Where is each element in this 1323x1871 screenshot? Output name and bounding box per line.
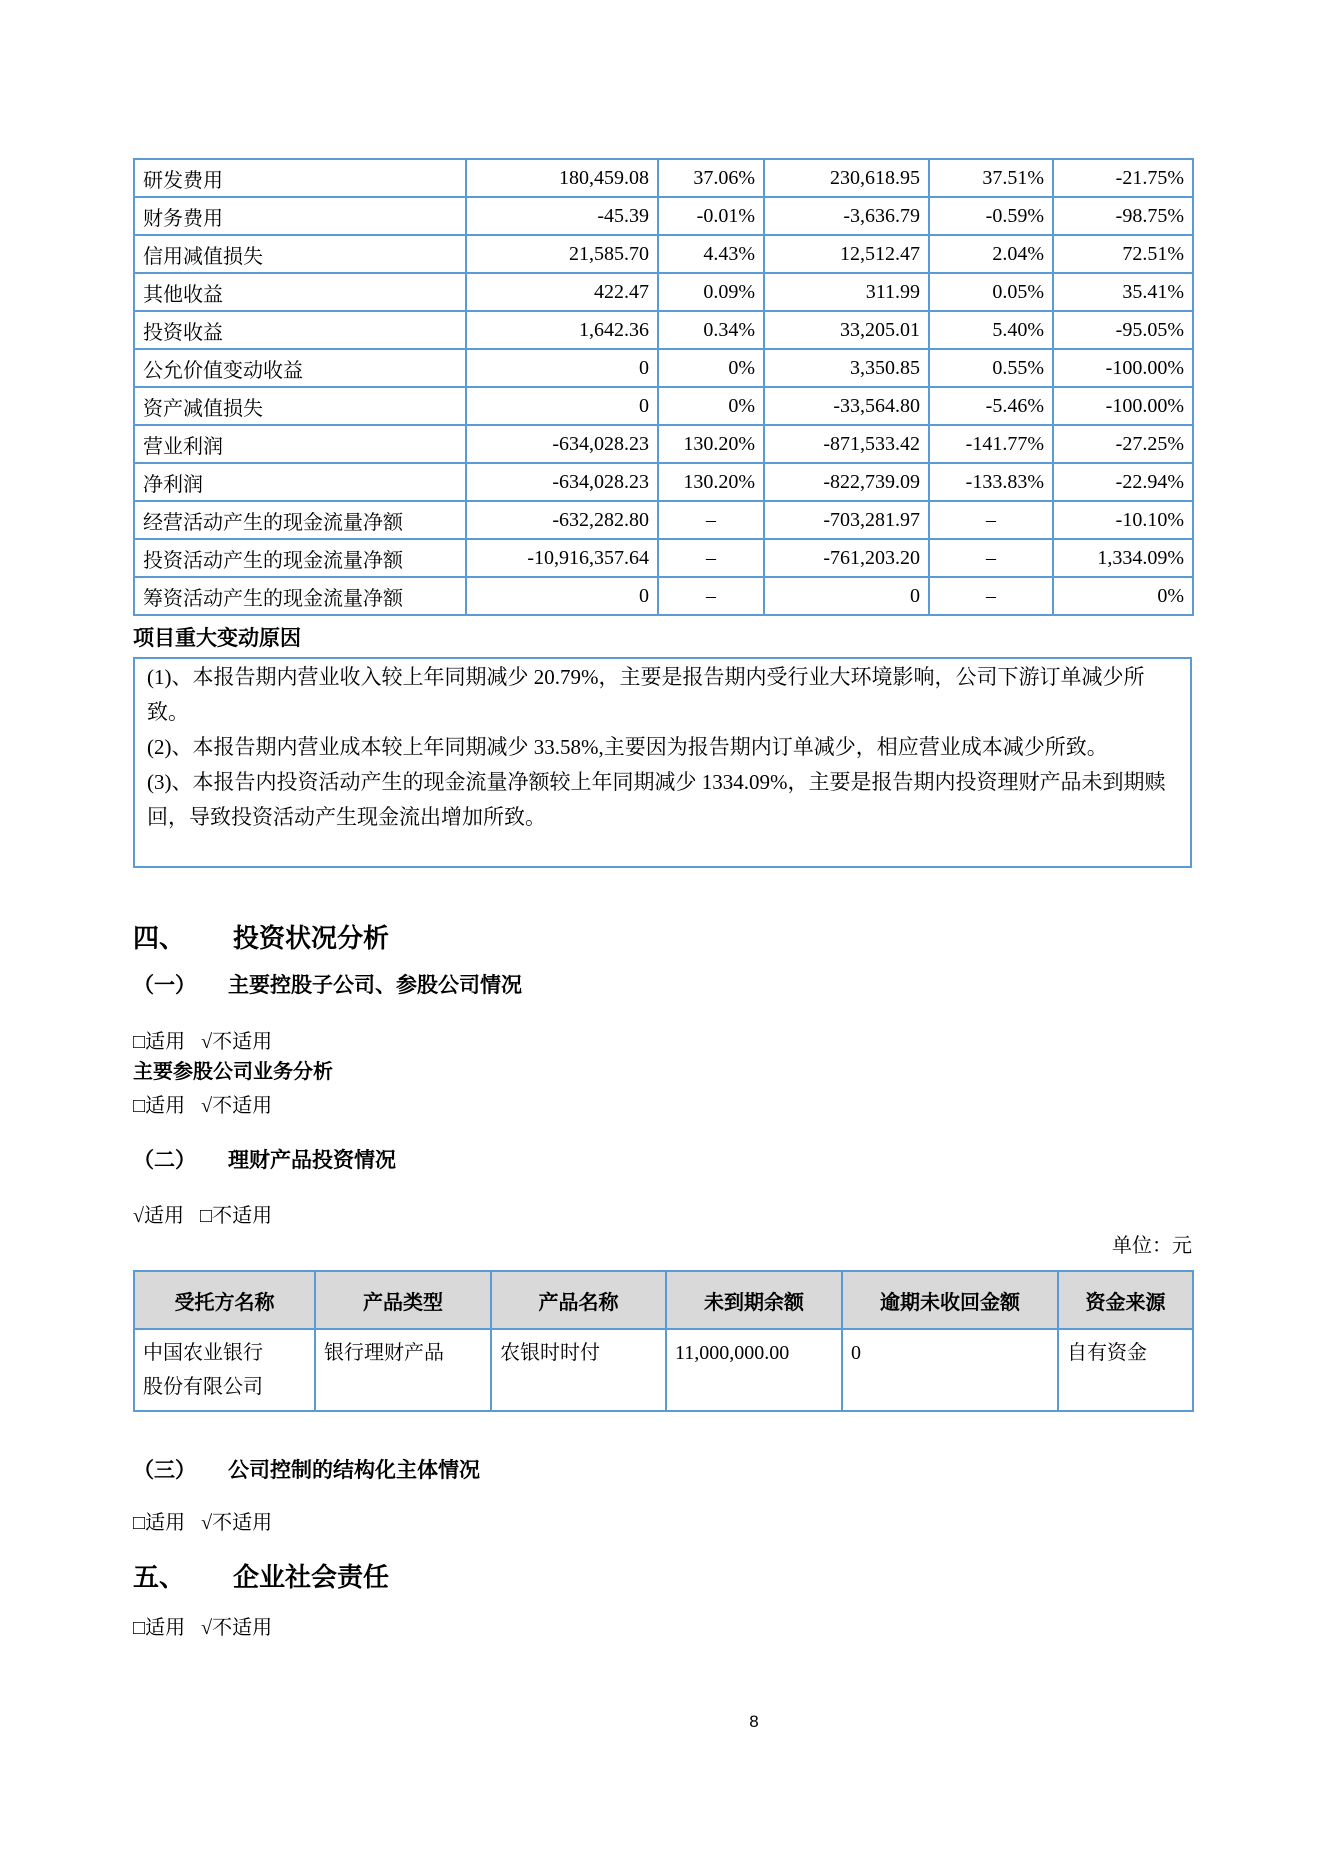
- table-row: [134, 235, 1193, 273]
- unit-note: 单位：元: [1112, 1235, 1192, 1257]
- item-value: 230,618.95: [764, 159, 929, 197]
- item-value: -634,028.23: [466, 425, 658, 463]
- item-value: -133.83%: [929, 463, 1053, 501]
- item-value: 4.43%: [658, 235, 764, 273]
- applicability-line: [133, 1093, 272, 1119]
- table-row: [134, 349, 1193, 387]
- header-cell-product-type: 产品类型: [315, 1271, 491, 1329]
- item-value: -761,203.20: [764, 539, 929, 577]
- item-label: 投资活动产生的现金流量净额: [134, 539, 466, 577]
- table-row: [134, 425, 1193, 463]
- item-value: 0.09%: [658, 273, 764, 311]
- outstanding-balance-cell: 11,000,000.00: [666, 1329, 842, 1411]
- item-value: 0.05%: [929, 273, 1053, 311]
- item-label: 经营活动产生的现金流量净额: [134, 501, 466, 539]
- item-value: -33,564.80: [764, 387, 929, 425]
- item-label: 公允价值变动收益: [134, 349, 466, 387]
- section-number: 五、: [133, 1562, 186, 1592]
- item-value: –: [929, 539, 1053, 577]
- item-value: 422.47: [466, 273, 658, 311]
- item-value: 0%: [658, 387, 764, 425]
- checkbox-not-applicable-label: √不适用: [201, 1031, 273, 1053]
- item-value: -0.59%: [929, 197, 1053, 235]
- item-value: 21,585.70: [466, 235, 658, 273]
- item-value: 311.99: [764, 273, 929, 311]
- item-value: -45.39: [466, 197, 658, 235]
- applicability-line: [133, 1029, 272, 1055]
- item-value: -822,739.09: [764, 463, 929, 501]
- header-cell-overdue: 逾期未收回金额: [842, 1271, 1058, 1329]
- item-label: 营业利润: [134, 425, 466, 463]
- item-value: 0%: [1053, 577, 1193, 615]
- checkbox-not-applicable-label: √不适用: [201, 1512, 273, 1534]
- item-value: -3,636.79: [764, 197, 929, 235]
- item-value: -100.00%: [1053, 349, 1193, 387]
- applicability-line: [133, 1203, 272, 1229]
- product-type-cell: 银行理财产品: [315, 1329, 491, 1411]
- reason-item: (2)、本报告期内营业成本较上年同期减少 33.58%,主要因为报告期内订单减少，相应营业成本减少所致。: [147, 735, 1108, 759]
- item-value: -98.75%: [1053, 197, 1193, 235]
- item-value: 180,459.08: [466, 159, 658, 197]
- table-row: [134, 463, 1193, 501]
- section-title: 企业社会责任: [233, 1562, 390, 1592]
- trustee-line: 中国农业银行: [143, 1342, 263, 1364]
- item-value: 130.20%: [658, 463, 764, 501]
- section-title: 公司控制的结构化主体情况: [228, 1459, 480, 1482]
- item-value: -21.75%: [1053, 159, 1193, 197]
- table-row: [134, 273, 1193, 311]
- checkbox-applicable-label: □适用: [133, 1031, 186, 1053]
- section-number: （一）: [133, 974, 196, 997]
- overdue-amount-cell: 0: [842, 1329, 1058, 1411]
- item-label: 筹资活动产生的现金流量净额: [134, 577, 466, 615]
- item-label: 财务费用: [134, 197, 466, 235]
- section-heading-wealth-products: [133, 1147, 396, 1175]
- item-value: 0.34%: [658, 311, 764, 349]
- item-value: 72.51%: [1053, 235, 1193, 273]
- checkbox-not-applicable-label: □不适用: [199, 1205, 273, 1227]
- section-heading-social-responsibility: [133, 1560, 389, 1594]
- item-value: -634,028.23: [466, 463, 658, 501]
- item-value: -703,281.97: [764, 501, 929, 539]
- item-value: -10.10%: [1053, 501, 1193, 539]
- section-number: 四、: [133, 923, 186, 953]
- header-cell-product-name: 产品名称: [491, 1271, 666, 1329]
- item-label: 净利润: [134, 463, 466, 501]
- checkbox-applicable-label: □适用: [133, 1095, 186, 1117]
- item-value: -22.94%: [1053, 463, 1193, 501]
- item-value: 33,205.01: [764, 311, 929, 349]
- wealth-products-data-row: [134, 1329, 1193, 1411]
- item-label: 投资收益: [134, 311, 466, 349]
- item-label: 研发费用: [134, 159, 466, 197]
- table-row: [134, 311, 1193, 349]
- header-cell-outstanding: 未到期余额: [666, 1271, 842, 1329]
- item-value: -871,533.42: [764, 425, 929, 463]
- section-number: （二）: [133, 1149, 196, 1172]
- header-cell-fund-source: 资金来源: [1058, 1271, 1193, 1329]
- reason-item: (1)、本报告期内营业收入较上年同期减少 20.79%，主要是报告期内受行业大环境影响，公司下游订单减少所致。: [147, 665, 1145, 724]
- checkbox-applicable-label: √适用: [133, 1205, 184, 1227]
- item-value: 3,350.85: [764, 349, 929, 387]
- change-reasons-box: [133, 657, 1192, 868]
- item-value: 12,512.47: [764, 235, 929, 273]
- item-value: 37.06%: [658, 159, 764, 197]
- header-cell-trustee: 受托方名称: [134, 1271, 315, 1329]
- item-value: –: [658, 577, 764, 615]
- product-name-cell: 农银时时付: [491, 1329, 666, 1411]
- item-label: 资产减值损失: [134, 387, 466, 425]
- table-row: [134, 159, 1193, 197]
- financial-changes-table: [133, 158, 1194, 616]
- table-row: [134, 197, 1193, 235]
- change-reasons-heading: 项目重大变动原因: [133, 627, 301, 650]
- item-value: -27.25%: [1053, 425, 1193, 463]
- wealth-products-header-row: [134, 1271, 1193, 1329]
- table-row: [134, 577, 1193, 615]
- item-value: -141.77%: [929, 425, 1053, 463]
- item-value: 130.20%: [658, 425, 764, 463]
- item-value: 0: [764, 577, 929, 615]
- section-title: 理财产品投资情况: [228, 1149, 396, 1172]
- item-value: 0%: [658, 349, 764, 387]
- item-value: -5.46%: [929, 387, 1053, 425]
- trustee-line: 股份有限公司: [143, 1376, 263, 1398]
- table-row: [134, 539, 1193, 577]
- applicability-line: [133, 1615, 272, 1641]
- item-value: –: [658, 539, 764, 577]
- item-value: –: [929, 501, 1053, 539]
- financial-changes-table-body: [134, 159, 1193, 615]
- item-value: –: [929, 577, 1053, 615]
- section-number: （三）: [133, 1459, 196, 1482]
- item-value: -100.00%: [1053, 387, 1193, 425]
- section-heading-structured-entities: [133, 1457, 480, 1485]
- item-value: 0.55%: [929, 349, 1053, 387]
- fund-source-cell: 自有资金: [1058, 1329, 1193, 1411]
- item-value: 0: [466, 577, 658, 615]
- item-value: –: [658, 501, 764, 539]
- section-title: 投资状况分析: [233, 923, 390, 953]
- checkbox-applicable-label: □适用: [133, 1617, 186, 1639]
- section-heading-invest-analysis: [133, 921, 389, 955]
- item-label: 信用减值损失: [134, 235, 466, 273]
- item-label: 其他收益: [134, 273, 466, 311]
- item-value: 0: [466, 387, 658, 425]
- table-row: [134, 387, 1193, 425]
- checkbox-applicable-label: □适用: [133, 1512, 186, 1534]
- checkbox-not-applicable-label: √不适用: [201, 1095, 273, 1117]
- item-value: 37.51%: [929, 159, 1053, 197]
- section-heading-subsidiaries: [133, 972, 522, 1000]
- item-value: -0.01%: [658, 197, 764, 235]
- item-value: -95.05%: [1053, 311, 1193, 349]
- page-number: 8: [749, 1712, 759, 1731]
- item-value: 1,334.09%: [1053, 539, 1193, 577]
- item-value: 2.04%: [929, 235, 1053, 273]
- item-value: 5.40%: [929, 311, 1053, 349]
- item-value: 0: [466, 349, 658, 387]
- item-value: -632,282.80: [466, 501, 658, 539]
- sub-analysis-title: 主要参股公司业务分析: [133, 1061, 333, 1083]
- section-title: 主要控股子公司、参股公司情况: [228, 974, 522, 997]
- item-value: 1,642.36: [466, 311, 658, 349]
- checkbox-not-applicable-label: √不适用: [201, 1617, 273, 1639]
- wealth-products-table: [133, 1270, 1194, 1412]
- item-value: -10,916,357.64: [466, 539, 658, 577]
- applicability-line: [133, 1510, 272, 1536]
- item-value: 35.41%: [1053, 273, 1193, 311]
- trustee-cell: [134, 1329, 315, 1411]
- reason-item: (3)、本报告内投资活动产生的现金流量净额较上年同期减少 1334.09%，主要是报告期内投资理财产品未到期赎回，导致投资活动产生现金流出增加所致。: [147, 770, 1166, 829]
- table-row: [134, 501, 1193, 539]
